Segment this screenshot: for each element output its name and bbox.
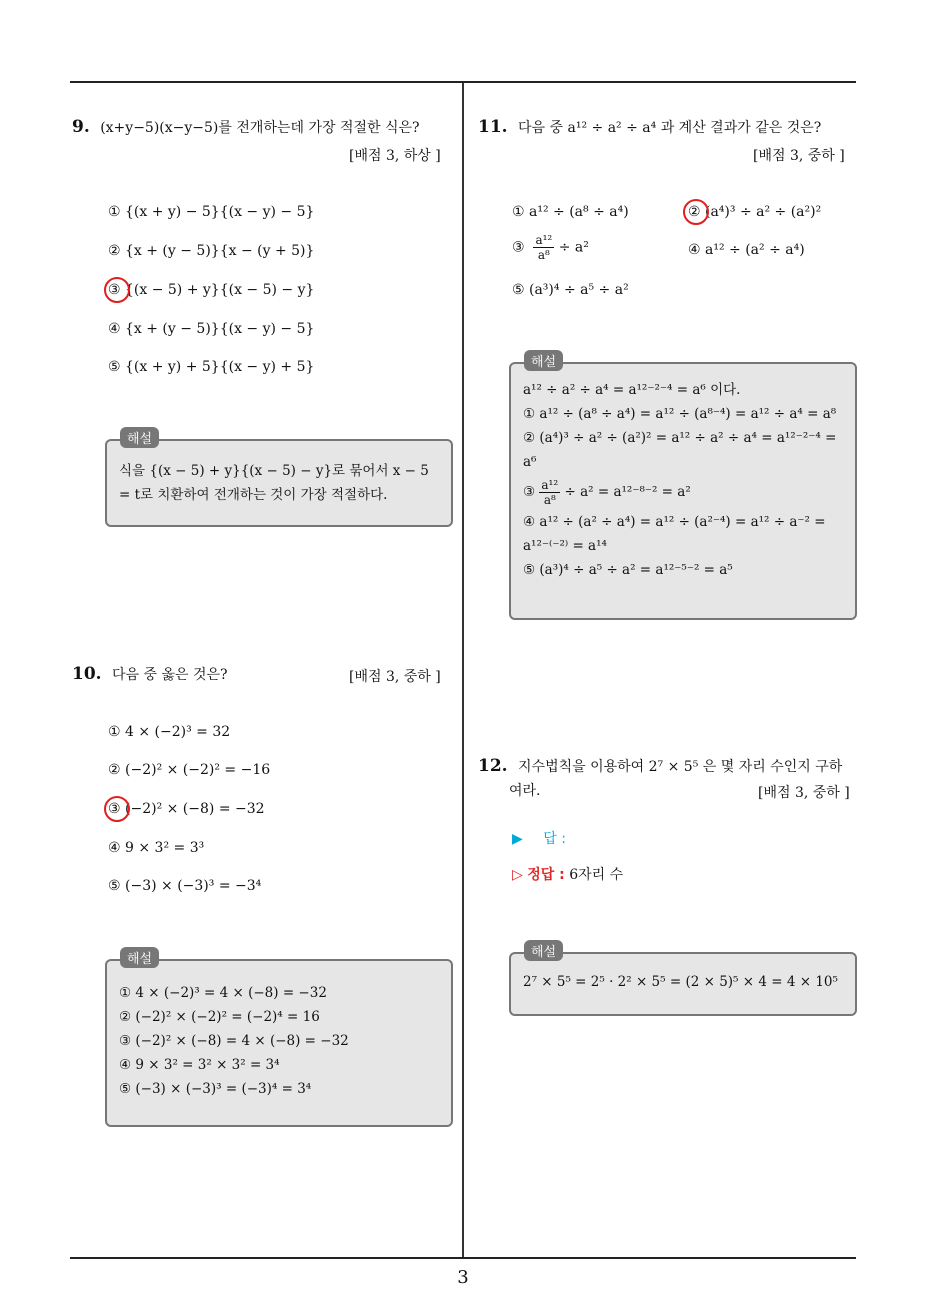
solution-line: ④ a¹² ÷ (a² ÷ a⁴) = a¹² ÷ (a²⁻⁴) = a¹² ÷ a⁻² = [523,514,826,530]
correct-answer-row [512,864,623,884]
option-label: ③ [523,484,536,500]
solution-line: ① a¹² ÷ (a⁸ ÷ a⁴) = a¹² ÷ (a⁸⁻⁴) = a¹² ÷ a⁴ = a⁸ [523,406,837,422]
solution-tail: ÷ a² = a¹²⁻⁸⁻² = a² [564,484,691,500]
option-2[interactable]: ② (a⁴)³ ÷ a² ÷ (a²)² [688,204,822,220]
solution-line: ② (−2)² × (−2)² = (−2)⁴ = 16 [119,1009,320,1025]
solution-line: 2⁷ × 5⁵ = 2⁵ · 2² × 5⁵ = (2 × 5)⁵ × 4 = 4 × 10⁵ [523,974,838,990]
option-3[interactable]: ③ (−2)² × (−8) = −32 [108,801,265,817]
question-score: [배점 3, 중하 ] [753,148,845,164]
option-2[interactable]: ② (−2)² × (−2)² = −16 [108,762,271,778]
solution-tag: 해설 [524,940,563,961]
solution-box [509,362,857,620]
question-9 [72,116,420,139]
solution-line: ⑤ (a³)⁴ ÷ a⁵ ÷ a² = a¹²⁻⁵⁻² = a⁵ [523,562,733,578]
option-5[interactable]: ⑤ (a³)⁴ ÷ a⁵ ÷ a² [512,282,629,298]
question-text-cont: 여라. [509,783,541,799]
fraction [539,478,560,507]
option-tail: ÷ a² [558,239,589,256]
answer-row [512,828,566,848]
option-1[interactable]: ① 4 × (−2)³ = 32 [108,724,231,740]
solution-box [509,952,857,1016]
option-2[interactable]: ② {x + (y − 5)}{x − (y + 5)} [108,243,315,259]
bottom-rule [70,1257,856,1259]
fraction [533,233,554,262]
answer-label: 답 : [543,831,566,847]
solution-line: = t로 치환하여 전개하는 것이 가장 적절하다. [119,487,388,503]
solution-line: ② (a⁴)³ ÷ a² ÷ (a²)² = a¹² ÷ a² ÷ a⁴ = a¹²⁻²⁻⁴ = [523,430,837,446]
solution-box [105,439,453,527]
question-score: [배점 3, 중하 ] [349,669,441,685]
solution-tag: 해설 [524,350,563,371]
solution-tag: 해설 [120,947,159,968]
solution-line: a¹² ÷ a² ÷ a⁴ = a¹²⁻²⁻⁴ = a⁶ 이다. [523,382,741,398]
solution-line: ④ 9 × 3² = 3² × 3² = 3⁴ [119,1057,280,1073]
question-score: [배점 3, 중하 ] [758,785,850,801]
solution-line: a¹²⁻⁽⁻²⁾ = a¹⁴ [523,538,607,554]
selected-answer-circle [104,277,130,303]
question-text: (x+y−5)(x−y−5)를 전개하는데 가장 적절한 식은? [100,120,420,136]
solution-line [523,474,843,510]
question-number: 10. [72,664,102,684]
selected-answer-circle [104,796,130,822]
option-1[interactable]: ① a¹² ÷ (a⁸ ÷ a⁴) [512,204,629,220]
correct-value: 6자리 수 [569,867,624,883]
option-3[interactable] [512,233,589,262]
page-number: 3 [457,1267,469,1288]
question-number: 11. [478,117,508,137]
option-label: ③ [512,239,525,256]
solution-line: ① 4 × (−2)³ = 4 × (−8) = −32 [119,985,327,1001]
option-4[interactable]: ④ a¹² ÷ (a² ÷ a⁴) [688,242,805,258]
solution-box [105,959,453,1127]
numerator: a¹² [541,478,559,492]
play-icon: ▶ [512,831,523,847]
denominator: a⁸ [537,248,550,262]
question-text: 다음 중 옳은 것은? [112,667,228,683]
correct-label: 정답 : [527,867,565,883]
solution-line: ③ (−2)² × (−8) = 4 × (−8) = −32 [119,1033,349,1049]
denominator: a⁸ [543,493,556,507]
option-3[interactable]: ③ {(x − 5) + y}{(x − 5) − y} [108,282,315,298]
question-11 [478,116,821,139]
solution-line: 식을 {(x − 5) + y}{(x − 5) − y}로 묶어서 x − 5 [119,463,429,479]
question-text: 다음 중 a¹² ÷ a² ÷ a⁴ 과 계산 결과가 같은 것은? [518,120,822,136]
question-score: [배점 3, 하상 ] [349,148,441,164]
question-12 [478,755,842,778]
question-number: 12. [478,756,508,776]
option-5[interactable]: ⑤ (−3) × (−3)³ = −3⁴ [108,878,262,894]
option-5[interactable]: ⑤ {(x + y) + 5}{(x − y) + 5} [108,359,315,375]
option-4[interactable]: ④ {x + (y − 5)}{(x − y) − 5} [108,321,315,337]
solution-line: a⁶ [523,454,537,470]
numerator: a¹² [535,233,553,247]
question-10 [72,663,228,686]
play-outline-icon: ▷ [512,867,523,883]
option-1[interactable]: ① {(x + y) − 5}{(x − y) − 5} [108,204,315,220]
question-number: 9. [72,117,90,137]
selected-answer-circle [683,199,709,225]
question-text: 지수법칙을 이용하여 2⁷ × 5⁵ 은 몇 자리 수인지 구하 [518,759,843,775]
option-4[interactable]: ④ 9 × 3² = 3³ [108,840,205,856]
solution-tag: 해설 [120,427,159,448]
column-divider [462,83,464,1257]
solution-line: ⑤ (−3) × (−3)³ = (−3)⁴ = 3⁴ [119,1081,312,1097]
